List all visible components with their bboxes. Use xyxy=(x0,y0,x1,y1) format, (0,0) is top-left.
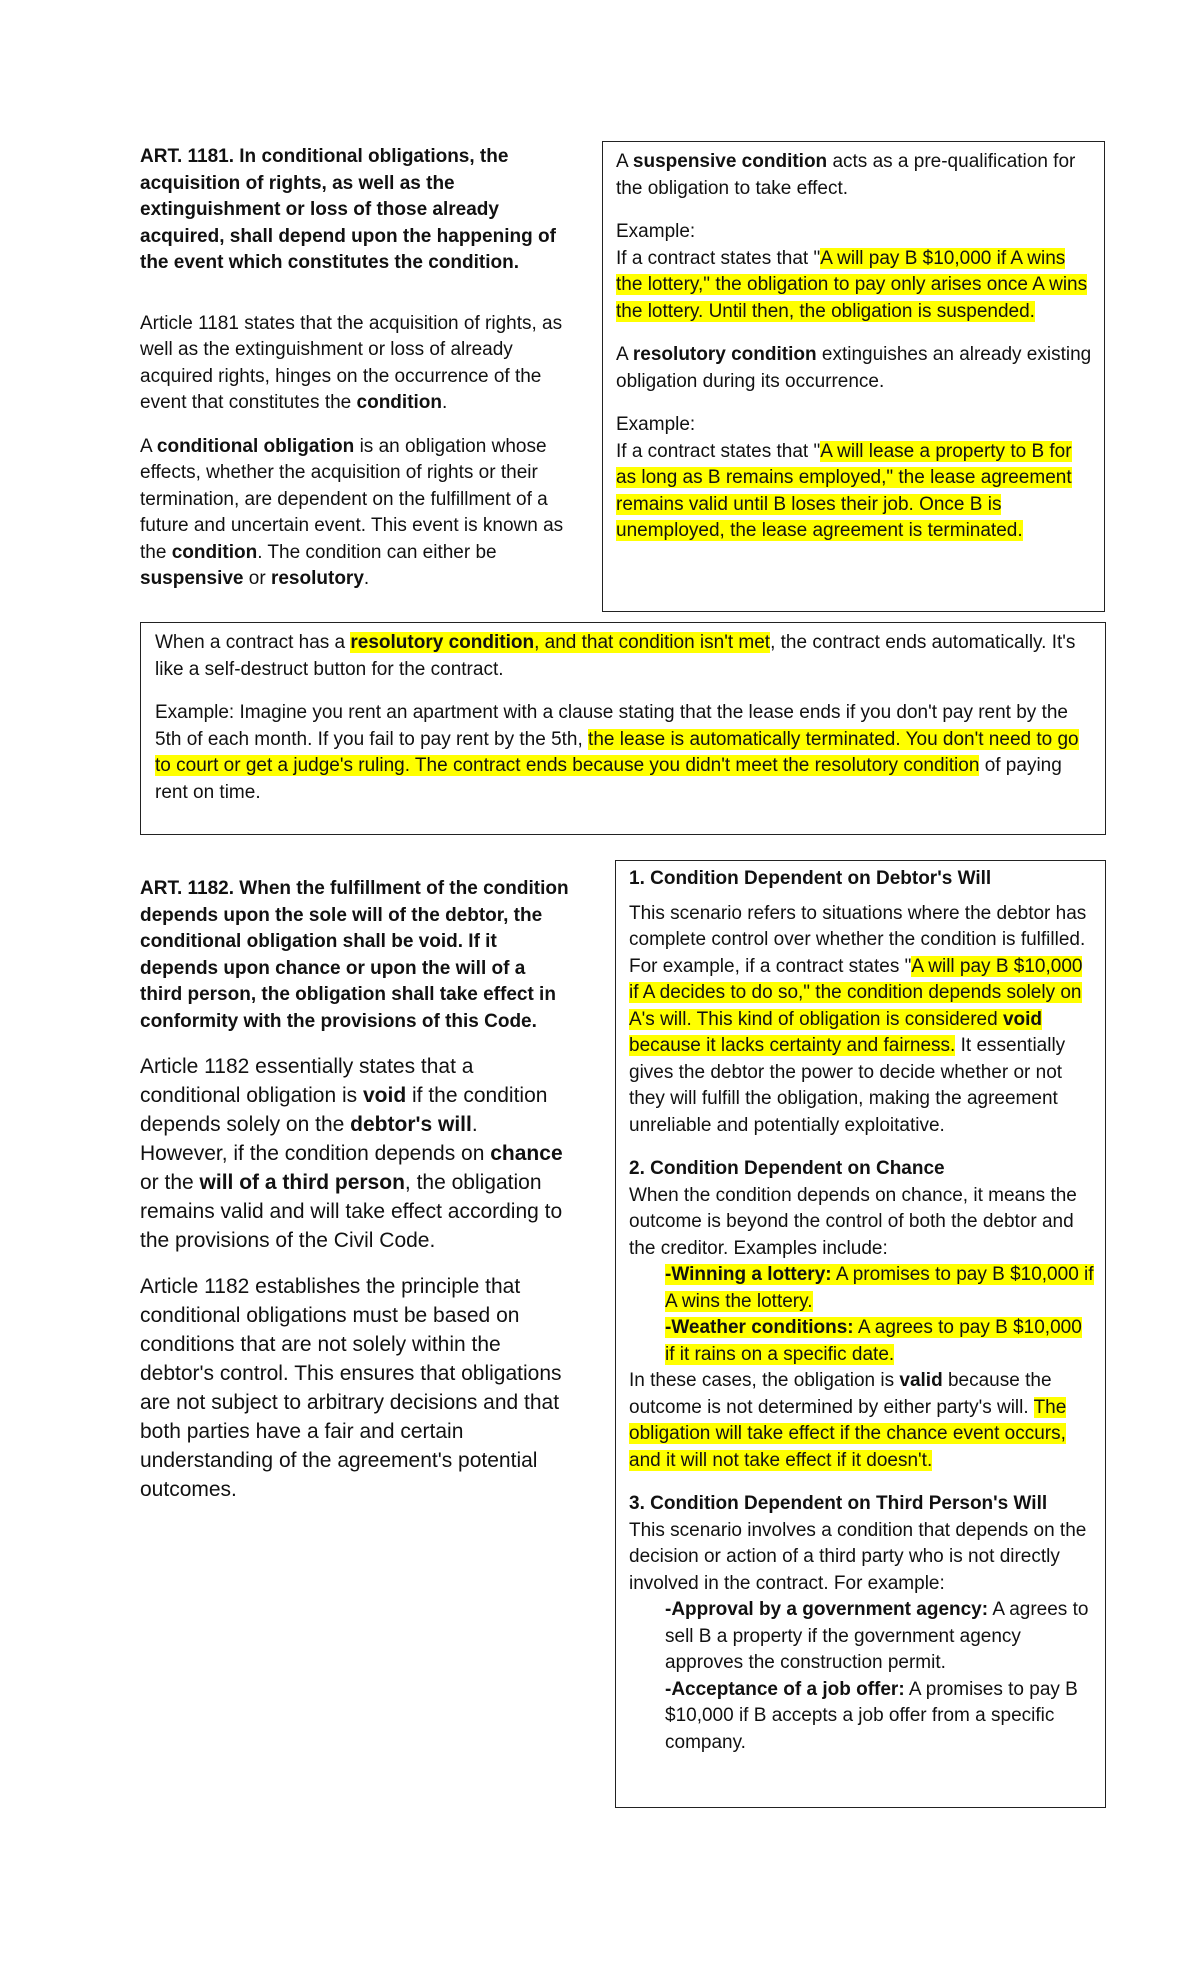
resolutory-explanation: When a contract has a resolutory condition, and that condition isn't met, the contract ends automatically. It's like a self-destruct button for the contract. xyxy=(155,632,1076,680)
debtor-will-heading: 1. Condition Dependent on Debtor's Will xyxy=(629,868,992,889)
art1181-section xyxy=(140,144,570,593)
art1182-heading: ART. 1182. When the fulfillment of the condition depends upon the sole will of the debtor, the conditional obligation shall be void. If it depends upon chance or upon the will of a third person, the obligation shall take effect in conformity with the provisions of this Code. xyxy=(140,878,569,1032)
suspensive-definition: A suspensive condition acts as a pre-qualification for the obligation to take effect. xyxy=(616,151,1076,199)
chance-example-lottery: -Winning a lottery: A promises to pay B $10,000 if A wins the lottery. xyxy=(665,1264,1094,1312)
chance-text: When the condition depends on chance, it means the outcome is beyond the control of both the debtor and the creditor. Examples include: xyxy=(629,1184,1077,1259)
example-label: Example: xyxy=(616,221,696,242)
suspensive-example: If a contract states that "A will pay B $10,000 if A wins the lottery," the obligation to pay only arises once A wins the lottery. Until then, the obligation is suspended. xyxy=(616,247,1088,322)
third-person-text: This scenario involves a condition that depends on the decision or action of a third party who is not directly involved in the contract. For example: xyxy=(629,1519,1087,1594)
condition-types-box xyxy=(615,860,1106,1808)
art1182-principle: Article 1182 establishes the principle that conditional obligations must be based on conditions that are not solely within the debtor's control. This ensures that obligations are not subject to arbitrary decisions and that both parties have a fair and certain understanding of the agreement's potential outcomes. xyxy=(140,1275,562,1501)
chance-example-weather: -Weather conditions: A agrees to pay B $10,000 if it rains on a specific date. xyxy=(665,1317,1082,1365)
resolutory-explanation-box xyxy=(140,622,1106,835)
suspensive-resolutory-box xyxy=(602,141,1105,612)
third-person-heading: 3. Condition Dependent on Third Person's Will xyxy=(629,1493,1048,1514)
resolutory-example: If a contract states that "A will lease a property to B for as long as B remains employed," the lease agreement remains valid until B loses their job. Once B is unemployed, the lease agreement is terminated. xyxy=(616,440,1072,541)
chance-valid-text: In these cases, the obligation is valid because the outcome is not determined by either party's will. The obligation will take effect if the chance event occurs, and it will not take effect if it doesn't. xyxy=(629,1370,1067,1471)
example-label-2: Example: xyxy=(616,414,696,435)
third-person-example-job: -Acceptance of a job offer: A promises to pay B $10,000 if B accepts a job offer from a specific company. xyxy=(665,1678,1078,1753)
resolutory-definition: A resolutory condition extinguishes an already existing obligation during its occurrence. xyxy=(616,344,1092,392)
third-person-example-agency: -Approval by a government agency: A agrees to sell B a property if the government agency approves the construction permit. xyxy=(665,1599,1089,1673)
art1182-explain: Article 1182 essentially states that a conditional obligation is void if the condition depends solely on the debtor's will. However, if the condition depends on chance or the will of a third person, the obligation remains valid and will take effect according to the provisions of the Civil Code. xyxy=(140,1055,563,1252)
debtor-will-text: This scenario refers to situations where the debtor has complete control over whether the condition is fulfilled. For example, if a contract states "A will pay B $10,000 if A decides to do so," the condition depends solely on A's will. This kind of obligation is considered void because it lacks certainty and fairness. It essentially gives the debtor the power to decide whether or not they will fulfill the obligation, making the agreement unreliable and potentially exploitative. xyxy=(629,902,1087,1136)
rent-example: Example: Imagine you rent an apartment with a clause stating that the lease ends if you don't pay rent by the 5th of each month. If you fail to pay rent by the 5th, the lease is automatically terminated. You don't need to go to court or get a judge's ruling. The contract ends because you didn't meet the resolutory condition of paying rent on time. xyxy=(155,702,1079,803)
chance-heading: 2. Condition Dependent on Chance xyxy=(629,1158,945,1179)
conditional-obligation-definition: A conditional obligation is an obligation whose effects, whether the acquisition of rights or their termination, are dependent on the fulfillment of a future and uncertain event. This event is known as the condition. The condition can either be suspensive or resolutory. xyxy=(140,435,564,589)
art1182-section xyxy=(140,876,570,1504)
art1181-explain: Article 1181 states that the acquisition of rights, as well as the extinguishment or loss of already acquired rights, hinges on the occurrence of the event that constitutes the condition. xyxy=(140,312,563,413)
art1181-heading: ART. 1181. In conditional obligations, the acquisition of rights, as well as the extinguishment or loss of those already acquired, shall depend upon the happening of the event which constitutes the condition. xyxy=(140,146,556,273)
